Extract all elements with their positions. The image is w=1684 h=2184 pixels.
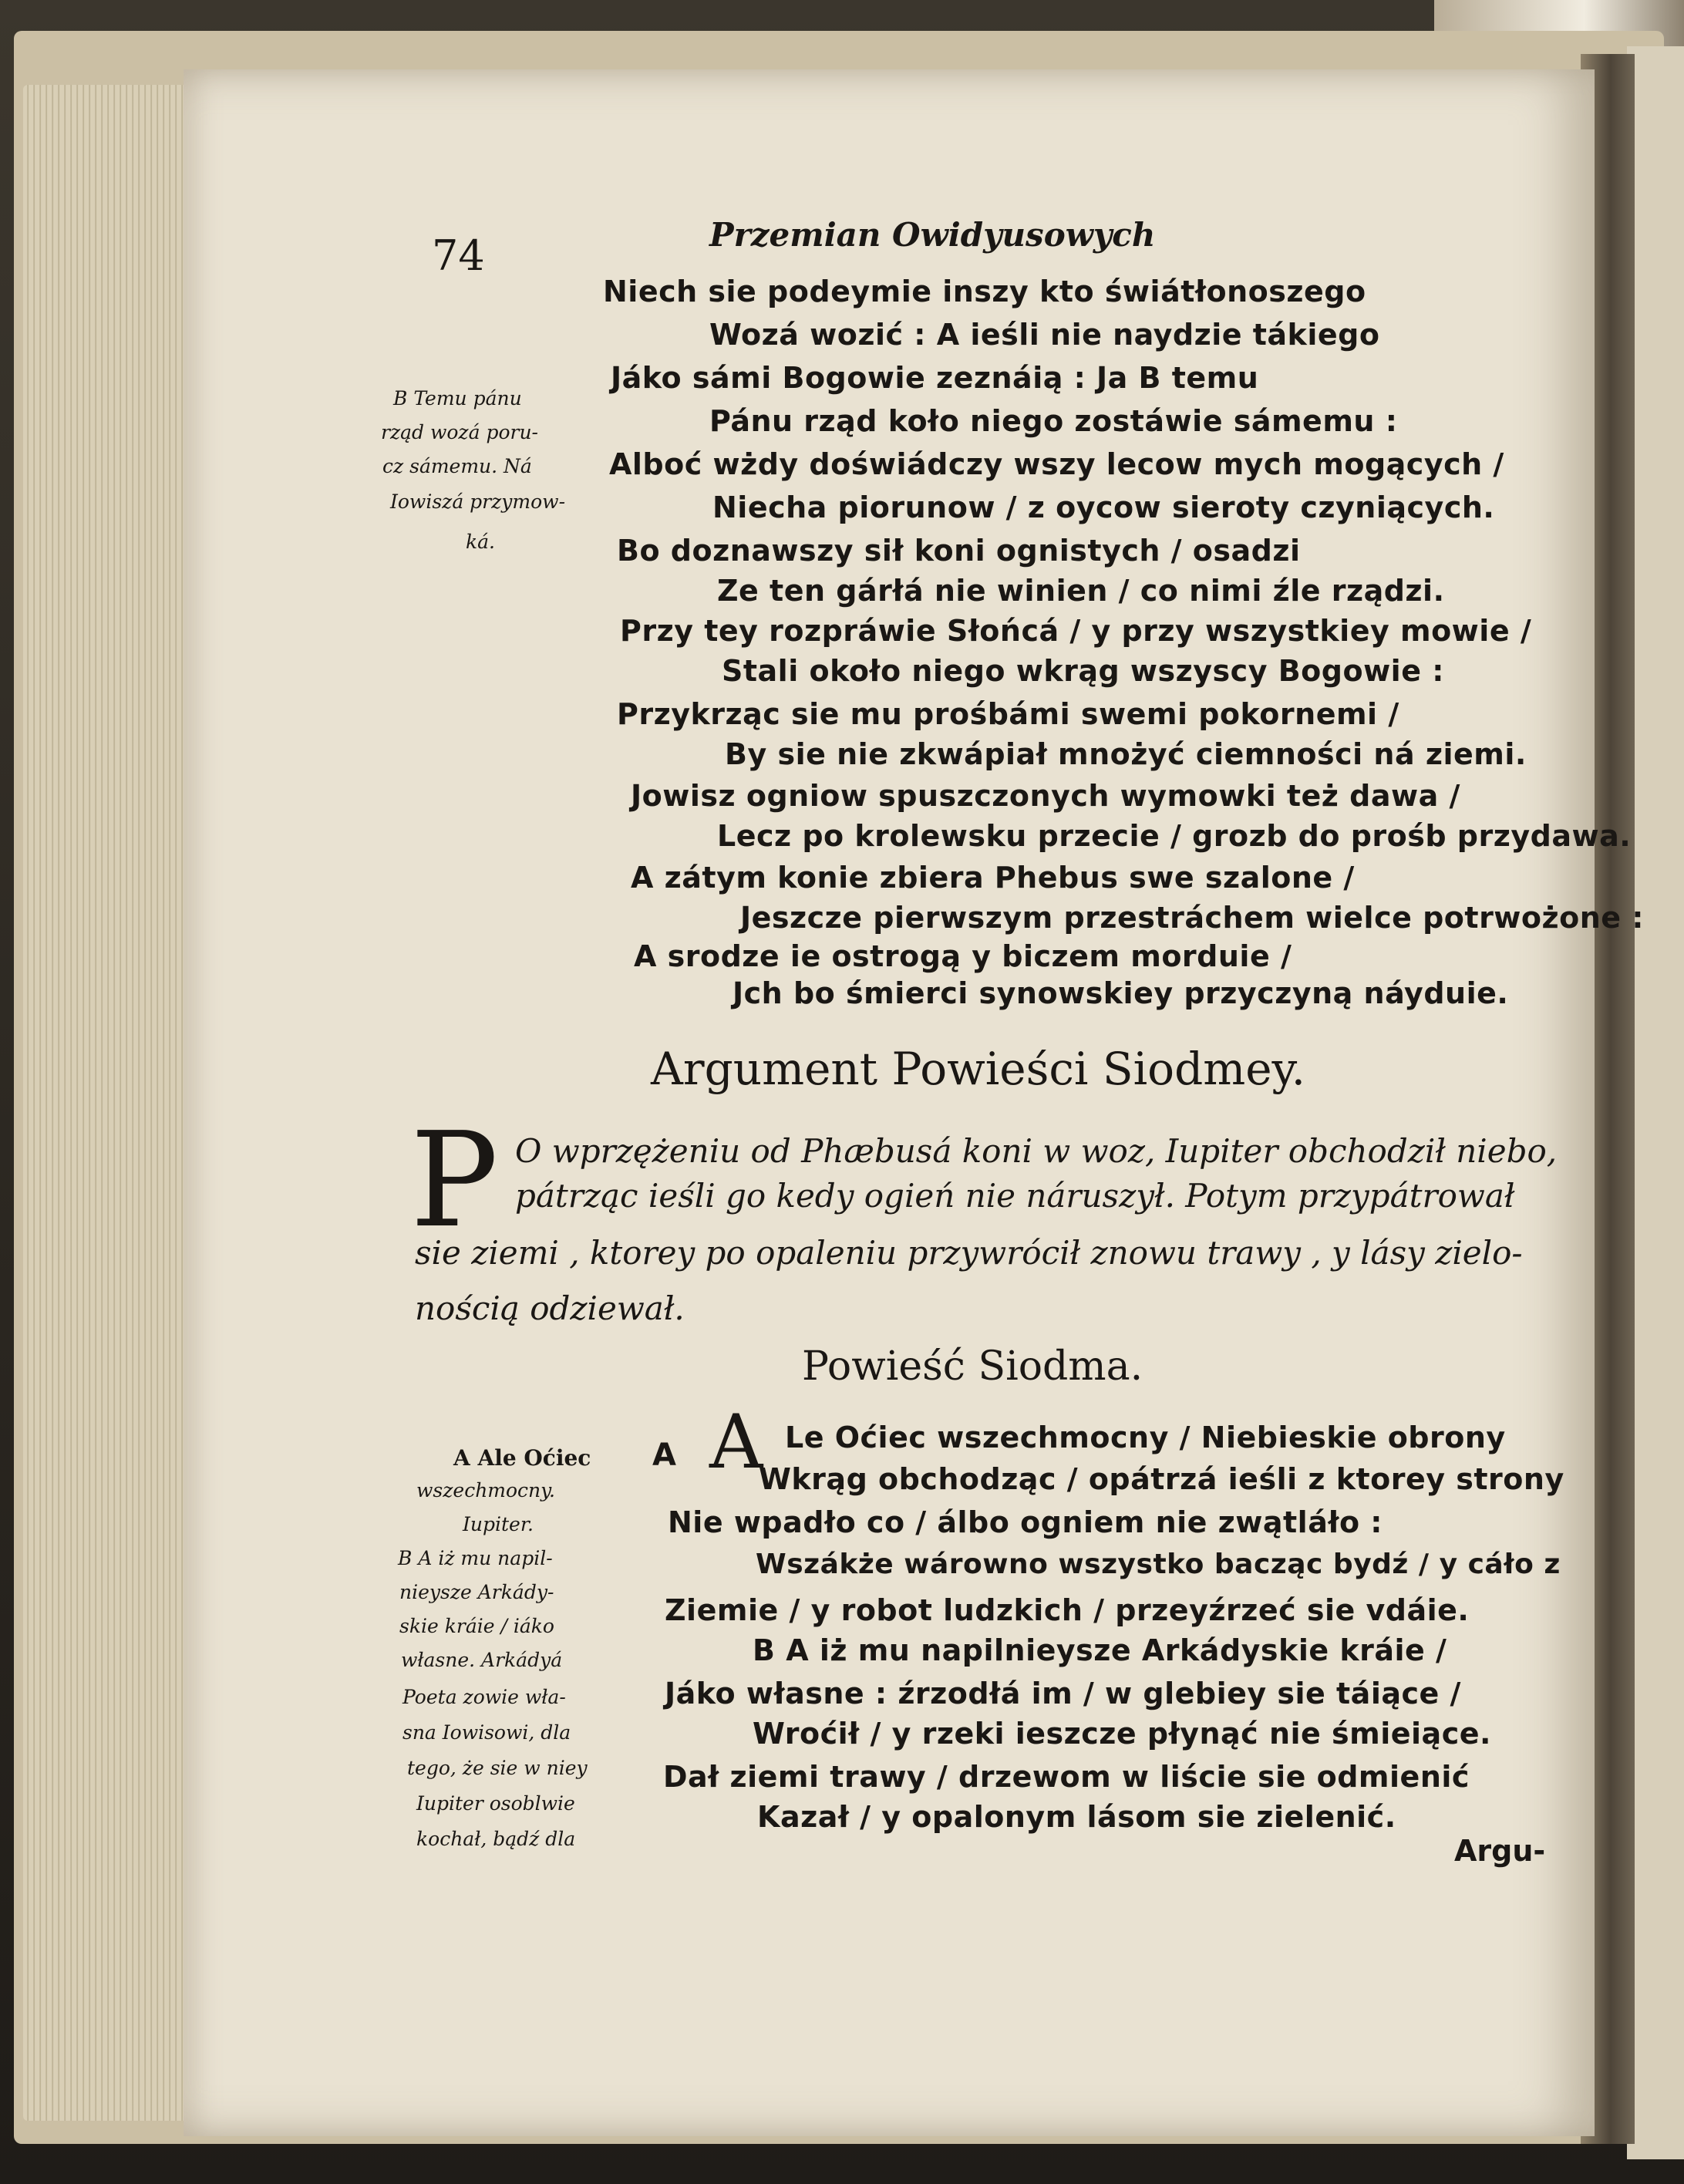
argument-line: pátrząc ieśli go kedy ogień nie náruszył. Potym przypátrował [515,1177,1515,1215]
margin-note-line: wszechmocny. [416,1479,555,1502]
margin-note-line: cz sámemu. Ná [382,455,532,477]
verse-line: Ziemie / y robot ludzkich / przeyźrzeć sie vdáie. [665,1593,1470,1627]
drop-cap: P [410,1104,499,1257]
verse-line: A zátym konie zbiera Phebus swe szalone / [631,861,1355,895]
margin-note-line: tego, że sie w niey [407,1757,588,1779]
margin-note-line: Iupiter. [463,1513,534,1535]
verse-line: Przykrząc sie mu prośbámi swemi pokornemi / [617,697,1399,731]
verse-line: Jáko sámi Bogowie zeznáią : Ja B temu [611,361,1259,395]
verse-line: Wszákże wárowno wszystko bacząc bydź / y cáło z [756,1549,1561,1580]
margin-note-line: Iupiter osoblwie [416,1792,575,1815]
margin-note-line: A Ale Oćiec [453,1445,591,1471]
verse-line: Bo doznawszy sił koni ognistych / osadzi [617,534,1301,568]
argument-line: nością odziewał. [415,1289,685,1327]
verse-line: B A iż mu napilnieysze Arkádyskie kráie / [753,1633,1447,1667]
margin-note-line: nieysze Arkády- [399,1581,554,1603]
verse-line: Wroćił / y rzeki ieszcze płynąć nie śmieiące. [753,1717,1491,1751]
margin-note-line: B A iż mu napil- [398,1547,553,1569]
section-title: Powieść Siodma. [802,1343,1143,1390]
margin-note-line: Poeta zowie wła- [402,1686,566,1708]
verse-line: Nie wpadło co / álbo ogniem nie zwątláło : [668,1505,1383,1539]
margin-note-line: ká. [466,531,496,553]
argument-line: sie ziemi , ktorey po opaleniu przywrócił znowu trawy , y lásy zielo- [415,1234,1523,1272]
verse-line: Przy tey rozpráwie Słońcá / y przy wszystkiey mowie / [620,614,1532,648]
margin-note-line: sna Iowisowi, dla [402,1721,571,1744]
drop-cap-a: A [709,1399,763,1485]
verse-line: Pánu rząd koło niego zostáwie sámemu : [709,404,1398,438]
verse-line: Niecha piorunow / z oycow sieroty czyniących. [712,490,1495,524]
margin-note-line: kochał, bądź dla [416,1828,576,1850]
margin-note-line: Iowiszá przymow- [390,490,566,513]
verse-line: Ze ten gárłá nie winien / co nimi źle rządzi. [717,574,1445,608]
verse-line: Jch bo śmierci synowskiey przyczyną náyduie. [733,976,1509,1010]
verse-line: Kazał / y opalonym lásom sie zielenić. [757,1800,1396,1834]
verse-line: Wozá wozić : A ieśli nie naydzie tákiego [709,318,1380,352]
margin-note-line: skie kráie / iáko [399,1615,554,1637]
verse-line: Niech sie podeymie inszy kto świátłonoszego [603,275,1366,308]
running-title: Przemian Owidyusowych [709,216,1156,254]
margin-note-line: B Temu pánu [393,387,522,410]
page-edges [23,85,193,2121]
verse-line: Alboć wżdy doświádczy wszy lecow mych mogących / [609,447,1504,481]
argument-line: O wprzężeniu od Phæbusá koni w woz, Iupiter obchodził niebo, [515,1132,1558,1170]
verse-line: By sie nie zkwápiał mnożyć ciemności ná ziemi. [725,737,1527,771]
margin-note-line: rząd wozá poru- [381,421,539,443]
argument-heading: Argument Powieści Siodmey. [651,1043,1306,1095]
verse-line: A srodze ie ostrogą y biczem morduie / [634,939,1292,973]
note-marker-a: A [652,1437,676,1473]
facing-page-edge [1627,46,1684,2159]
catchword: Argu- [1454,1834,1546,1868]
verse-line: Lecz po krolewsku przecie / grozb do prośb przydawa. [717,819,1632,853]
verse-line: Wkrąg obchodząc / opátrzá ieśli z ktorey strony [759,1462,1564,1496]
margin-note-line: własne. Arkádyá [401,1649,563,1671]
verse-line: Stali około niego wkrąg wszyscy Bogowie : [722,654,1444,688]
verse-line: Le Oćiec wszechmocny / Niebieskie obrony [785,1421,1506,1454]
page-number: 74 [432,231,485,280]
verse-line: Dał ziemi trawy / drzewom w liście sie odmienić [663,1760,1470,1794]
verse-line: Jowisz ogniow spuszczonych wymowki też dawa / [631,779,1460,813]
verse-line: Jeszcze pierwszym przestráchem wielce potrwożone : [740,901,1644,935]
verse-line: Jáko własne : źrzodłá im / w glebiey sie táiące / [665,1677,1461,1710]
